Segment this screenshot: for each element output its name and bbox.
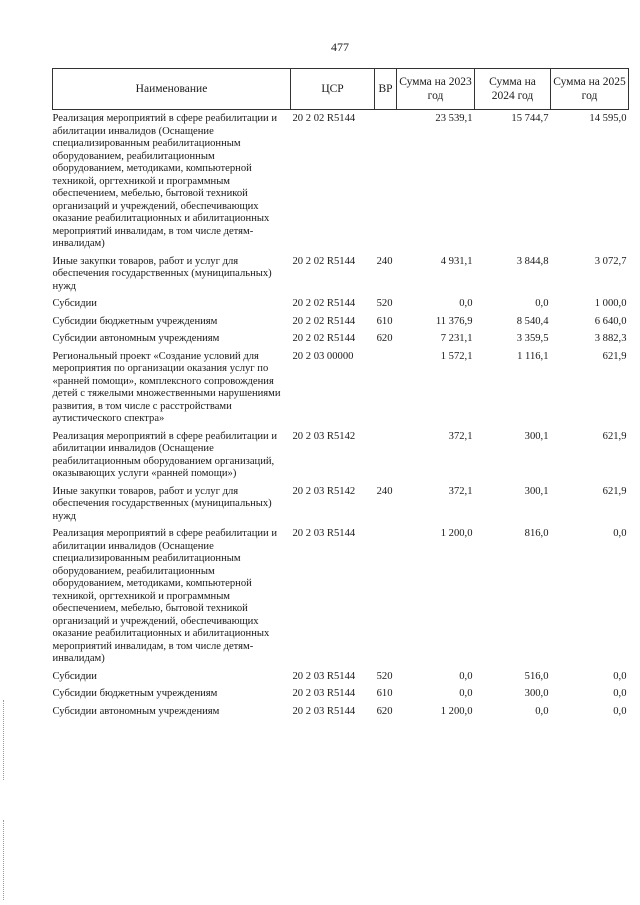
row-sum-2024: 0,0: [535, 705, 549, 717]
header-csr: ЦСР: [291, 69, 375, 110]
header-name: Наименование: [53, 69, 291, 110]
table-row: [53, 431, 629, 486]
row-sum-2025: 621,9: [602, 350, 627, 362]
row-sum-2025: 621,9: [602, 430, 627, 442]
row-name: Реализация мероприятий в сфере реабилитации и абилитации инвалидов (Оснащение специализированным реабилитационным оборудованием, реабилитационным оборудованием, методиками, компьютерной техникой, оргтехникой и программным обеспечением, мебелью, бытовой техникой организаций и учреждений, обеспечивающих оказание реабилитационных и абилитационных мероприятий инвалидам, в том числе детям-инвалидам): [52, 113, 278, 249]
table-header-row: [53, 69, 629, 110]
row-vr: [375, 528, 397, 671]
row-name: Субсидии бюджетным учреждениям: [52, 688, 218, 699]
row-sum-2023: 372,1: [448, 485, 473, 497]
table-row: [53, 298, 629, 316]
budget-table: [52, 68, 629, 723]
table-row: [53, 671, 629, 689]
row-csr: 20 2 03 R5144: [292, 705, 356, 717]
row-vr: [375, 431, 397, 486]
row-vr: 240: [376, 485, 393, 497]
table-row: [53, 351, 629, 431]
row-name: Субсидии автономным учреждениям: [52, 705, 220, 717]
scan-margin-mark: [3, 820, 5, 900]
row-sum-2025: 3 882,3: [594, 333, 627, 344]
row-csr: 20 2 03 00000: [292, 350, 354, 362]
row-sum-2025: 0,0: [613, 688, 627, 699]
row-sum-2025: 621,9: [602, 485, 627, 497]
row-sum-2023: 11 376,9: [435, 315, 473, 327]
row-sum-2023: 7 231,1: [440, 333, 473, 344]
row-vr: 620: [376, 333, 393, 344]
row-vr: 240: [376, 255, 393, 267]
row-sum-2023: 1 200,0: [440, 705, 473, 717]
table-row: [53, 316, 629, 334]
row-sum-2025: 0,0: [613, 528, 627, 539]
row-sum-2024: 516,0: [524, 670, 549, 682]
row-sum-2025: 1 000,0: [594, 298, 627, 309]
row-sum-2024: 816,0: [524, 528, 549, 539]
row-sum-2025: 0,0: [613, 705, 627, 717]
row-sum-2024: 3 359,5: [516, 333, 549, 344]
row-sum-2024: 8 540,4: [516, 315, 549, 327]
row-vr: [375, 110, 397, 256]
row-csr: 20 2 02 R5144: [292, 255, 356, 267]
row-sum-2023: 0,0: [459, 688, 473, 699]
row-vr: 520: [376, 298, 393, 309]
row-sum-2023: 372,1: [448, 430, 473, 442]
row-sum-2023: 0,0: [459, 670, 473, 682]
row-sum-2025: 0,0: [613, 670, 627, 682]
header-vr: ВР: [375, 69, 397, 110]
header-sum-2025: Сумма на 2025 год: [551, 69, 629, 110]
row-csr: 20 2 02 R5144: [292, 298, 356, 309]
row-vr: 610: [376, 688, 393, 699]
row-name: Субсидии автономным учреждениям: [52, 333, 220, 344]
row-sum-2024: 300,1: [524, 485, 549, 497]
row-csr: 20 2 02 R5144: [292, 113, 356, 124]
row-name: Субсидии бюджетным учреждениям: [52, 315, 218, 327]
row-name: Реализация мероприятий в сфере реабилитации и абилитации инвалидов (Оснащение реабилитационным оборудованием организаций, оказывающих услуги «ранней помощи»): [52, 430, 278, 479]
row-csr: 20 2 02 R5144: [292, 315, 356, 327]
row-sum-2025: 14 595,0: [589, 113, 627, 124]
row-sum-2024: 300,0: [524, 688, 549, 699]
row-csr: 20 2 03 R5142: [292, 430, 356, 442]
page-number: 477: [331, 40, 349, 54]
row-sum-2024: 3 844,8: [516, 255, 549, 267]
row-sum-2024: 300,1: [524, 430, 549, 442]
row-sum-2023: 1 200,0: [440, 528, 473, 539]
row-sum-2024: 15 744,7: [511, 113, 549, 124]
table-row: [53, 256, 629, 299]
table-row: [53, 528, 629, 671]
row-csr: 20 2 02 R5144: [292, 333, 356, 344]
table-row: [53, 333, 629, 351]
row-name: Иные закупки товаров, работ и услуг для обеспечения государственных (муниципальных) нужд: [52, 485, 272, 522]
row-name: Реализация мероприятий в сфере реабилитации и абилитации инвалидов (Оснащение специализированным реабилитационным оборудованием, реабилитационным оборудованием, методиками, компьютерной техникой, оргтехникой и программным обеспечением, мебелью, бытовой техникой организаций и учреждений, обеспечивающих оказание реабилитационных и абилитационных мероприятий инвалидам, в том числе детям-инвалидам): [52, 528, 278, 664]
header-sum-2024: Сумма на 2024 год: [475, 69, 551, 110]
row-sum-2025: 3 072,7: [594, 255, 627, 267]
row-name: Субсидии: [52, 298, 97, 309]
row-csr: 20 2 03 R5144: [292, 688, 356, 699]
scan-margin-mark: [3, 700, 5, 780]
row-sum-2023: 23 539,1: [435, 113, 473, 124]
row-csr: 20 2 03 R5144: [292, 528, 356, 539]
row-name: Субсидии: [52, 670, 97, 682]
row-csr: 20 2 03 R5144: [292, 670, 356, 682]
row-sum-2023: 1 572,1: [440, 350, 473, 362]
row-sum-2023: 0,0: [459, 298, 473, 309]
row-name: Иные закупки товаров, работ и услуг для обеспечения государственных (муниципальных) нужд: [52, 255, 272, 292]
row-csr: 20 2 03 R5142: [292, 485, 356, 497]
row-sum-2024: 0,0: [535, 298, 549, 309]
row-vr: 620: [376, 705, 393, 717]
table-row: [53, 688, 629, 706]
row-sum-2024: 1 116,1: [517, 350, 549, 362]
row-name: Региональный проект «Создание условий для мероприятия по организации оказания услуг по «ранней помощи», комплексного сопровождения детей с тяжелыми множественными нарушениями развития, в том числе с расстройствами аутистического спектра»: [52, 350, 281, 424]
table-row: [53, 110, 629, 256]
row-vr: 610: [376, 315, 393, 327]
row-sum-2023: 4 931,1: [440, 255, 473, 267]
table-row: [53, 486, 629, 529]
table-row: [53, 706, 629, 724]
row-vr: 520: [376, 670, 393, 682]
row-sum-2025: 6 640,0: [594, 315, 627, 327]
header-sum-2023: Сумма на 2023 год: [397, 69, 475, 110]
row-vr: [375, 351, 397, 431]
